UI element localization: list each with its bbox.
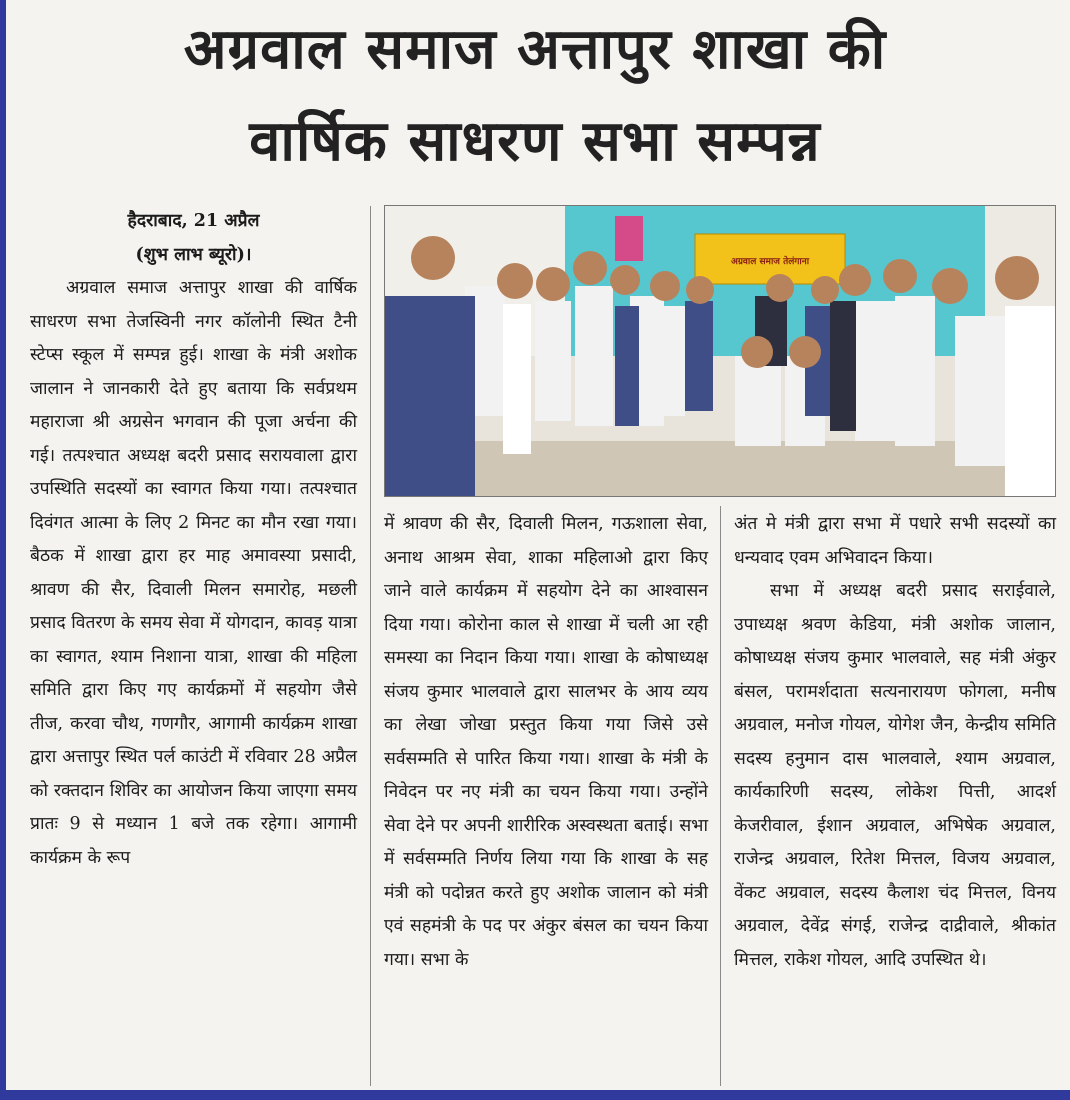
- column-divider: [720, 506, 721, 1086]
- article-column-1: [30, 205, 357, 875]
- article-text-col1: अग्रवाल समाज अत्तापुर शाखा की वार्षिक साधरण सभा तेजस्विनी नगर कॉलोनी स्थित टैनी स्टेप्स स्कूल में सम्पन्न हुई। शाखा के मंत्री अशोक जालान ने जानकारी देते हुए बताया कि सर्वप्रथम महाराजा श्री अग्रसेन भगवान की पूजा अर्चना की गई। तत्पश्चात अध्यक्ष बदरी प्रसाद सरायवाला द्वारा उपस्थिति सदस्यों का स्वागत किया गया। तत्पश्चात दिवंगत आत्मा के लिए 2 मिनट का मौन रखा गया। बैठक में शाखा द्वारा हर माह अमावस्या प्रसादी, श्रावण की सैर, दिवाली मिलन समारोह, मछली प्रसाद वितरण के समय सेवा में योगदान, कावड़ यात्रा का स्वागत, श्याम निशाना यात्रा, शाखा की महिला समिति द्वारा किए गए कार्यक्रमों में सहयोग जैसे तीज, करवा चौथ, गणगौर, आगामी कार्यक्रम शाखा द्वारा अत्तापुर स्थित पर्ल काउंटी में रविवार 28 अप्रैल को रक्तदान शिविर का आयोजन किया जाएगा समय प्रातः 9 से मध्यान 1 बजे तक रहेगा। आगामी कार्यक्रम के रूप: [30, 278, 357, 868]
- article-text-col2: में श्रावण की सैर, दिवाली मिलन, गऊशाला सेवा, अनाथ आश्रम सेवा, शाका महिलाओ द्वारा किए जाने वाले कार्यक्रम में सहयोग देने का आश्वासन दिया गया। कोरोना काल से शाखा में चली आ रही समस्या का निदान किया गया। शाखा के कोषाध्यक्ष संजय कुमार भालवाले द्वारा सालभर के आय व्यय का लेखा जोखा प्रस्तुत किया गया जिसे उसे सर्वसम्मति से पारित किया गया। शाखा के मंत्री के निवेदन पर नए मंत्री का चयन किया गया। उन्होंने सेवा देने पर अपनी शारीरिक अस्वस्थता बताई। सभा में सर्वसम्मति निर्णय लिया गया कि शाखा के सह मंत्री को पदोन्नत करते हुए अशोक जालान को मंत्री एवं सहमंत्री के पद पर अंकुर बंसल का चयन किया गया। सभा के: [384, 514, 708, 970]
- group-photo: [384, 205, 1056, 497]
- article-text-col3-para2: सभा में अध्यक्ष बदरी प्रसाद सराईवाले, उपाध्यक्ष श्रवण केडिया, मंत्री अशोक जालान, कोषाध्यक्ष संजय कुमार भालवाले, सह मंत्री अंकुर बंसल, परामर्शदाता सत्यनारायण फोगला, मनीष अग्रवाल, मनोज गोयल, योगेश जैन, केन्द्रीय समिति सदस्य हनुमान दास भालवाले, श्याम अग्रवाल, कार्यकारिणी सदस्य, लोकेश पित्ती, आदर्श केजरीवाल, ईशान अग्रवाल, अभिषेक अग्रवाल, राजेन्द्र अग्रवाल, रितेश मित्तल, विजय अग्रवाल, वेंकट अग्रवाल, सदस्य कैलाश चंद मित्तल, विनय अग्रवाल, देवेंद्र संगई, राजेन्द्र दाद्रीवाले, श्रीकांत मित्तल, राकेश गोयल, आदि उपस्थित थे।: [734, 581, 1056, 970]
- column-divider: [370, 206, 371, 1086]
- page-border-bottom: [0, 1090, 1070, 1100]
- group-photo-illustration: [385, 206, 1055, 496]
- dateline-place-date: हैदराबाद, 21 अप्रैल: [127, 211, 260, 231]
- headline-line-1: अग्रवाल समाज अत्तापुर शाखा की: [183, 17, 887, 82]
- article-column-2: [384, 508, 708, 977]
- page-border-left: [0, 0, 6, 1100]
- article-column-3: [734, 508, 1056, 977]
- article-text-col3-para1: अंत मे मंत्री द्वारा सभा में पधारे सभी सदस्यों का धन्यवाद एवम अभिवादन किया।: [734, 514, 1056, 568]
- banner-text: अग्रवाल समाज तेलंगाना: [730, 257, 810, 267]
- headline-line-2: वार्षिक साधरण सभा सम्पन्न: [249, 109, 821, 174]
- dateline-bureau: (शुभ लाभ ब्यूरो)।: [135, 244, 252, 265]
